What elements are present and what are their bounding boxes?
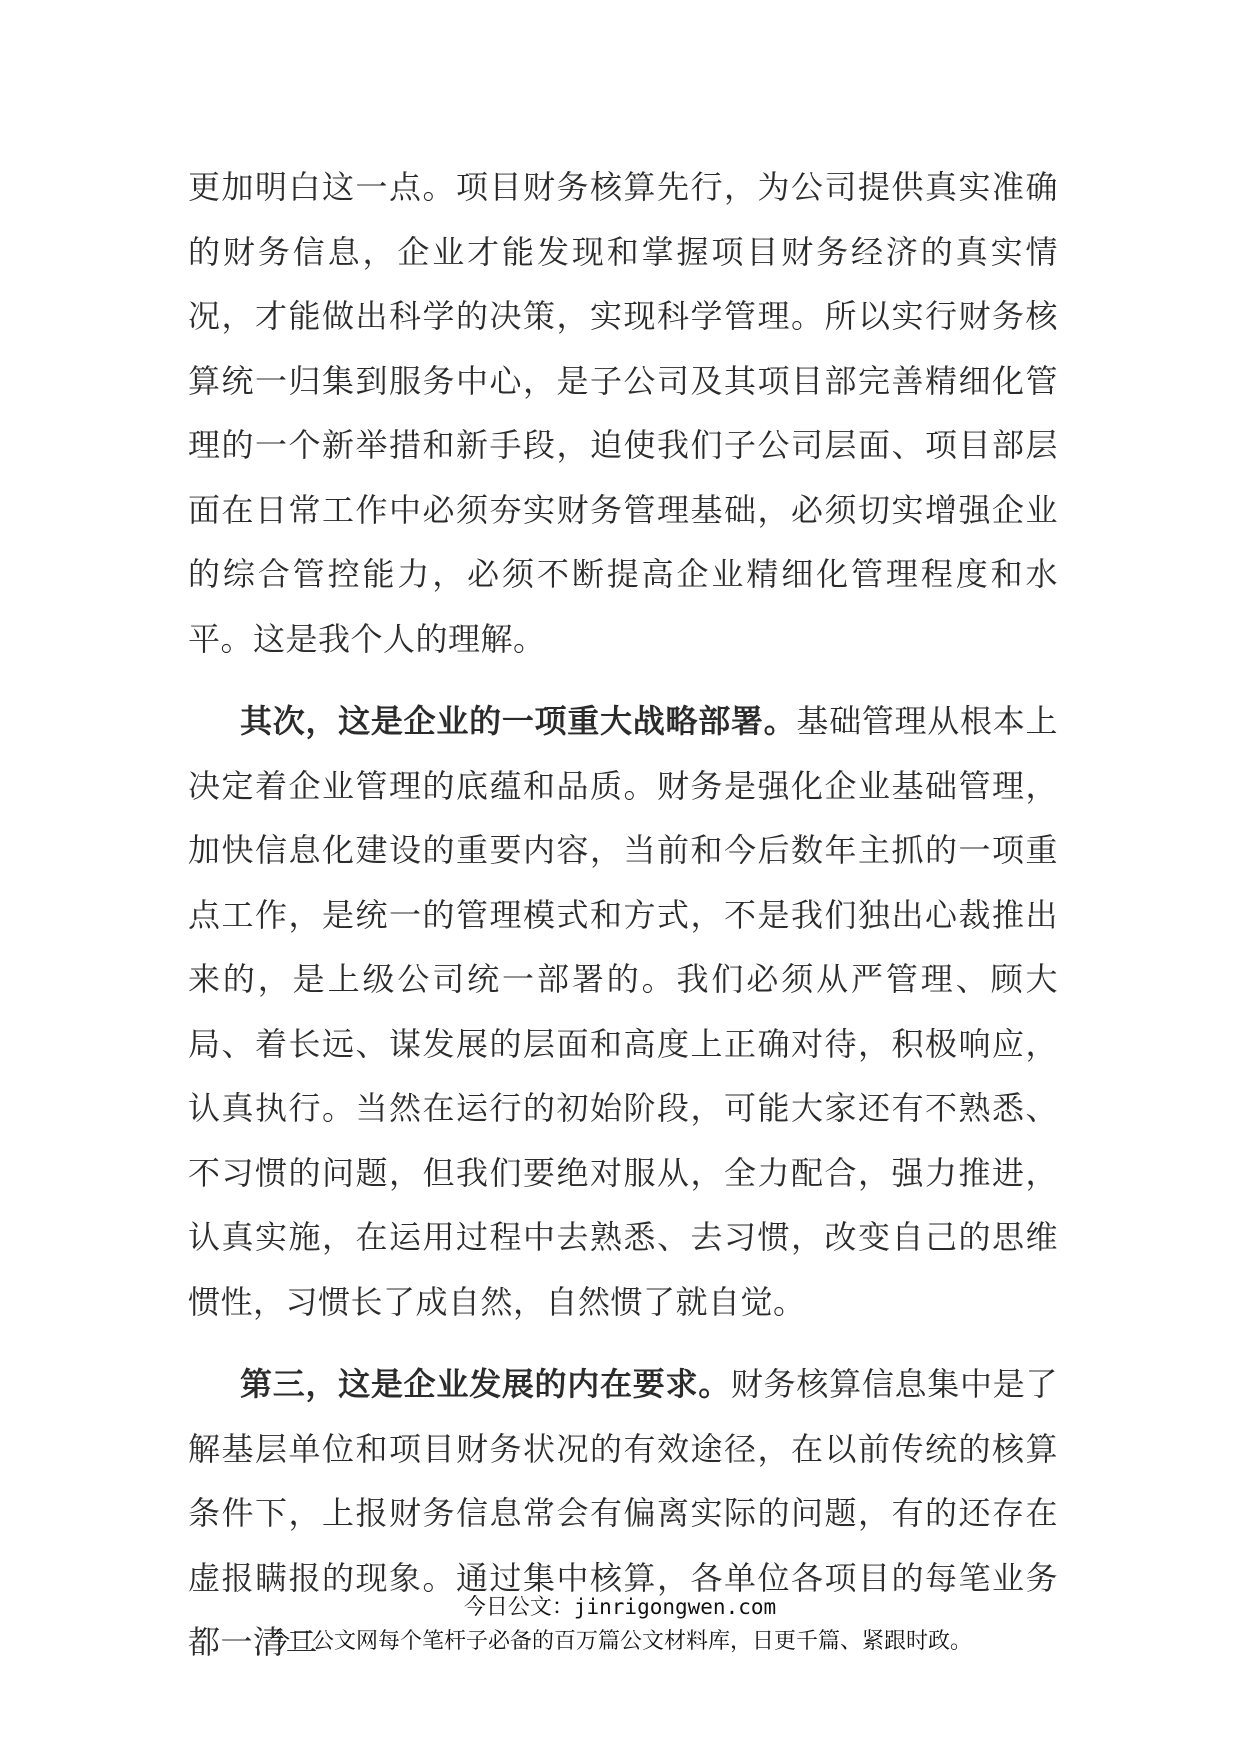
paragraph-2-heading: 其次，这是企业的一项重大战略部署。 (240, 702, 797, 740)
document-body (188, 155, 1058, 1675)
paragraph-3-text: 财务核算信息集中是了解基层单位和项目财务状况的有效途径，在以前传统的核算条件下，上报财务信息常会有偏离实际的问题，有的还存在虚报瞒报的现象。通过集中核算，各单位各项目的每笔业务都一清二 (188, 1365, 1058, 1661)
paragraph-2 (188, 689, 1058, 1334)
paragraph-1-text: 更加明白这一点。项目财务核算先行，为公司提供真实准确的财务信息，企业才能发现和掌握项目财务经济的真实情况，才能做出科学的决策，实现科学管理。所以实行财务核算统一归集到服务中心，是子公司及其项目部完善精细化管理的一个新举措和新手段，迫使我们子公司层面、项目部层面在日常工作中必须夯实财务管理基础，必须切实增强企业的综合管控能力，必须不断提高企业精细化管理程度和水平。这是我个人的理解。 (188, 168, 1058, 658)
footer-label: 今日公文： (463, 1595, 574, 1620)
paragraph-3-heading: 第三，这是企业发展的内在要求。 (240, 1365, 731, 1403)
footer-tagline: 今日公文网每个笔杆子必备的百万篇公文材料库，日更千篇、紧跟时政。 (267, 1629, 972, 1654)
paragraph-2-text: 基础管理从根本上决定着企业管理的底蕴和品质。财务是强化企业基础管理，加快信息化建设的重要内容，当前和今后数年主抓的一项重点工作，是统一的管理模式和方式，不是我们独出心裁推出来的，是上级公司统一部署的。我们必须从严管理、顾大局、着长远、谋发展的层面和高度上正确对待，积极响应，认真执行。当然在运行的初始阶段，可能大家还有不熟悉、不习惯的问题，但我们要绝对服从，全力配合，强力推进，认真实施，在运用过程中去熟悉、去习惯，改变自己的思维惯性，习惯长了成自然，自然惯了就自觉。 (188, 702, 1058, 1321)
footer-source (0, 1590, 1240, 1621)
footer-url-link[interactable]: jinrigongwen.com (573, 1595, 777, 1619)
paragraph-1 (188, 155, 1058, 671)
